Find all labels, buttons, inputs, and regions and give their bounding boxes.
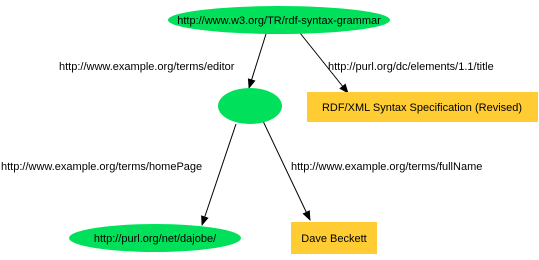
node-subject — [168, 6, 390, 34]
node-title-literal-label: RDF/XML Syntax Specification (Revised) — [321, 102, 523, 114]
node-homepage-label: http://purl.org/net/dajobe/ — [93, 233, 217, 245]
node-blank — [218, 88, 282, 124]
node-fullname-literal-label: Dave Beckett — [301, 233, 367, 245]
edge-title-label: http://purl.org/dc/elements/1.1/title — [328, 61, 494, 73]
node-fullname-literal — [291, 222, 377, 254]
node-homepage — [69, 224, 241, 252]
edge-editor-label: http://www.example.org/terms/editor — [59, 61, 235, 73]
node-subject-label: http://www.w3.org/TR/rdf-syntax-grammar — [177, 15, 381, 27]
edge-editor-line — [249, 34, 266, 88]
edge-fullname-label: http://www.example.org/terms/fullName — [291, 161, 483, 173]
edge-homepage-label: http://www.example.org/terms/homePage — [1, 161, 203, 173]
node-blank-shape — [218, 88, 282, 124]
edge-homepage-line — [202, 124, 236, 225]
node-title-literal — [307, 92, 538, 122]
